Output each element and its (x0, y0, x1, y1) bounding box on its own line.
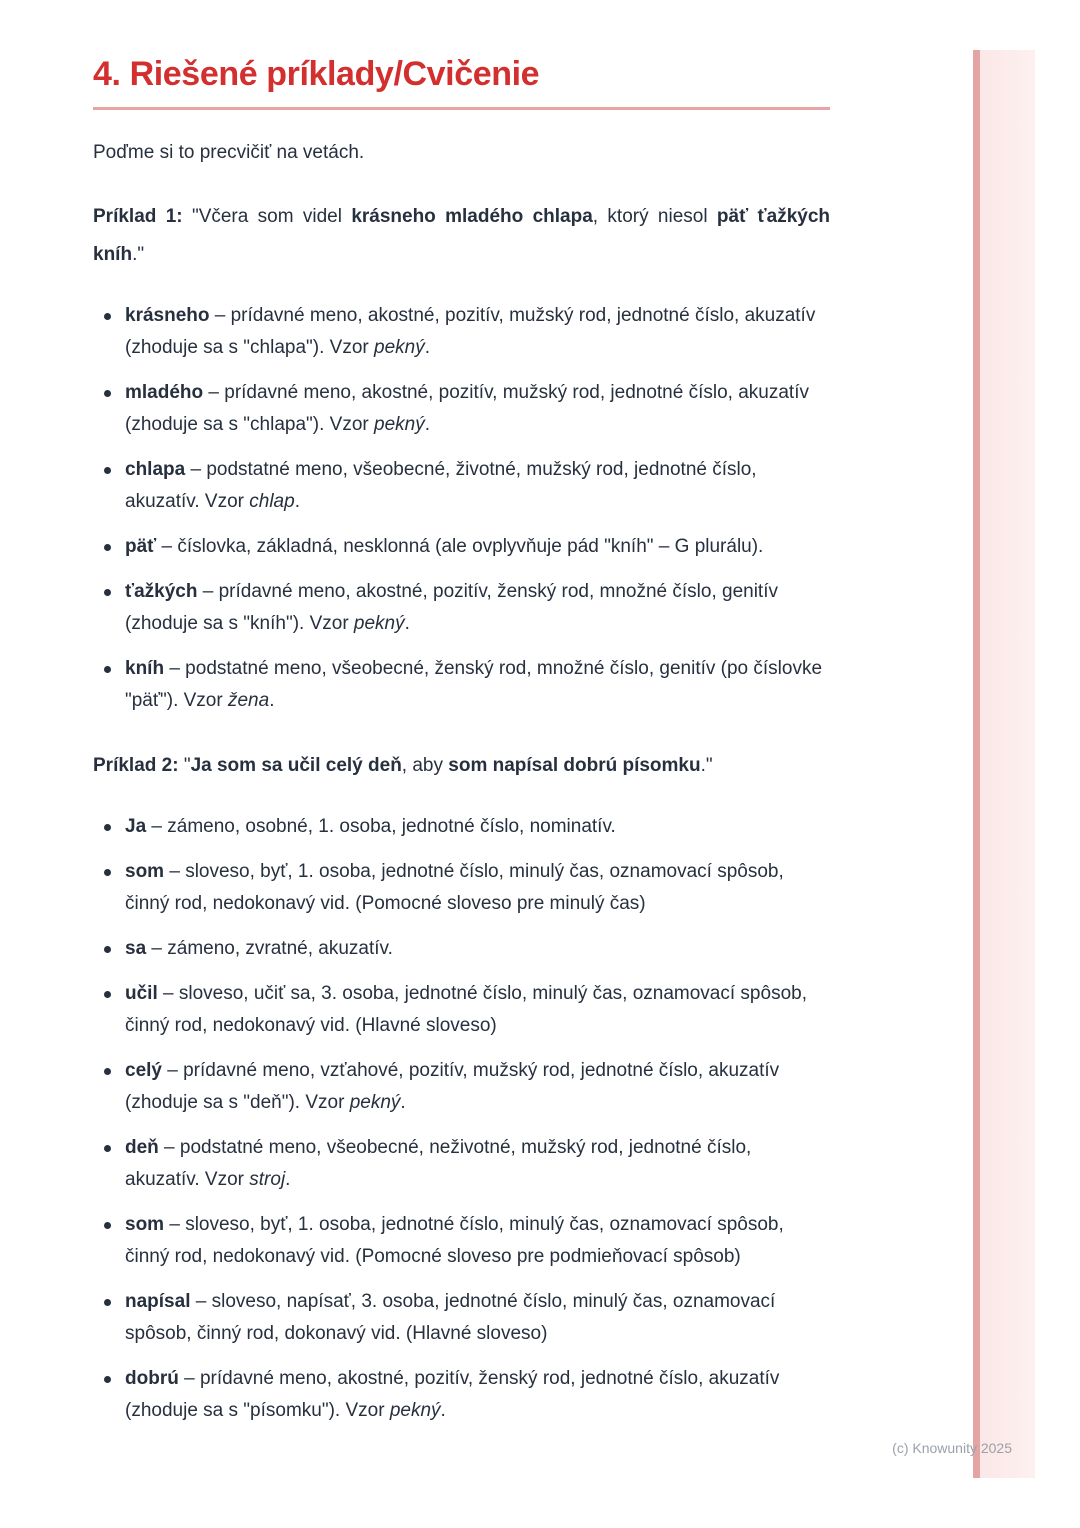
list-item (125, 454, 830, 518)
bullet-icon (104, 313, 111, 320)
bullet-icon (104, 390, 111, 397)
right-accent-strip (973, 50, 1035, 1478)
example-items (93, 300, 830, 717)
list-item (125, 856, 830, 920)
item-text: sa – zámeno, zvratné, akuzatív. (125, 938, 393, 959)
item-text: ťažkých – prídavné meno, akostné, pozitív, ženský rod, množné číslo, genitív (zhoduje sa s "kníh"). Vzor pekný. (125, 581, 778, 634)
item-text: krásneho – prídavné meno, akostné, pozitív, mužský rod, jednotné číslo, akuzatív (zhoduje sa s "chlapa"). Vzor pekný. (125, 305, 816, 358)
list-item (125, 531, 830, 563)
document-content (93, 0, 830, 1440)
list-item (125, 300, 830, 364)
example-sentence: Príklad 1: "Včera som videl krásneho mladého chlapa, ktorý niesol päť ťažkých kníh." (93, 206, 831, 265)
bullet-icon (104, 824, 111, 831)
bullet-icon (104, 1299, 111, 1306)
list-item (125, 1286, 830, 1350)
item-text: dobrú – prídavné meno, akostné, pozitív, ženský rod, jednotné číslo, akuzatív (zhoduje sa s "písomku"). Vzor pekný. (125, 1368, 780, 1421)
list-item (125, 1132, 830, 1196)
item-text: kníh – podstatné meno, všeobecné, ženský rod, množné číslo, genitív (po číslovke "päť"). Vzor žena. (125, 658, 823, 711)
bullet-icon (104, 1376, 111, 1383)
item-text: Ja – zámeno, osobné, 1. osoba, jednotné číslo, nominatív. (125, 816, 616, 837)
examples (93, 198, 830, 1427)
bullet-icon (104, 1145, 111, 1152)
title-divider (93, 107, 830, 110)
item-text: chlapa – podstatné meno, všeobecné, životné, mužský rod, jednotné číslo, akuzatív. Vzor chlap. (125, 459, 757, 512)
list-item (125, 653, 830, 717)
page-title: 4. Riešené príklady/Cvičenie (93, 55, 540, 93)
intro-text: Poďme si to precvičiť na vetách. (93, 142, 365, 163)
list-item (125, 1363, 830, 1427)
item-text: napísal – sloveso, napísať, 3. osoba, jednotné číslo, minulý čas, oznamovací spôsob, činný rod, dokonavý vid. (Hlavné sloveso) (125, 1291, 776, 1344)
bullet-icon (104, 666, 111, 673)
item-text: mladého – prídavné meno, akostné, pozitív, mužský rod, jednotné číslo, akuzatív (zhoduje sa s "chlapa"). Vzor pekný. (125, 382, 809, 435)
copyright-footer: (c) Knowunity 2025 (892, 1440, 1012, 1456)
bullet-icon (104, 991, 111, 998)
item-text: učil – sloveso, učiť sa, 3. osoba, jednotné číslo, minulý čas, oznamovací spôsob, činný rod, nedokonavý vid. (Hlavné sloveso) (125, 983, 807, 1036)
list-item (125, 1055, 830, 1119)
item-text: celý – prídavné meno, vzťahové, pozitív, mužský rod, jednotné číslo, akuzatív (zhoduje sa s "deň"). Vzor pekný. (125, 1060, 780, 1113)
bullet-icon (104, 1222, 111, 1229)
list-item (125, 377, 830, 441)
example-section (93, 198, 830, 717)
bullet-icon (104, 467, 111, 474)
bullet-icon (104, 869, 111, 876)
list-item (125, 811, 830, 843)
item-text: som – sloveso, byť, 1. osoba, jednotné číslo, minulý čas, oznamovací spôsob, činný rod, nedokonavý vid. (Pomocné sloveso pre podmieňovací spôsob) (125, 1214, 784, 1267)
list-item (125, 576, 830, 640)
example-items (93, 811, 830, 1427)
item-text: som – sloveso, byť, 1. osoba, jednotné číslo, minulý čas, oznamovací spôsob, činný rod, nedokonavý vid. (Pomocné sloveso pre minulý čas) (125, 861, 784, 914)
bullet-icon (104, 1068, 111, 1075)
bullet-icon (104, 946, 111, 953)
bullet-icon (104, 589, 111, 596)
item-text: päť – číslovka, základná, nesklonná (ale ovplyvňuje pád "kníh" – G plurálu). (125, 536, 764, 557)
list-item (125, 933, 830, 965)
bullet-icon (104, 544, 111, 551)
list-item (125, 1209, 830, 1273)
example-section (93, 747, 830, 1427)
item-text: deň – podstatné meno, všeobecné, neživotné, mužský rod, jednotné číslo, akuzatív. Vzor stroj. (125, 1137, 752, 1190)
example-sentence: Príklad 2: "Ja som sa učil celý deň, aby som napísal dobrú písomku." (93, 755, 713, 776)
list-item (125, 978, 830, 1042)
